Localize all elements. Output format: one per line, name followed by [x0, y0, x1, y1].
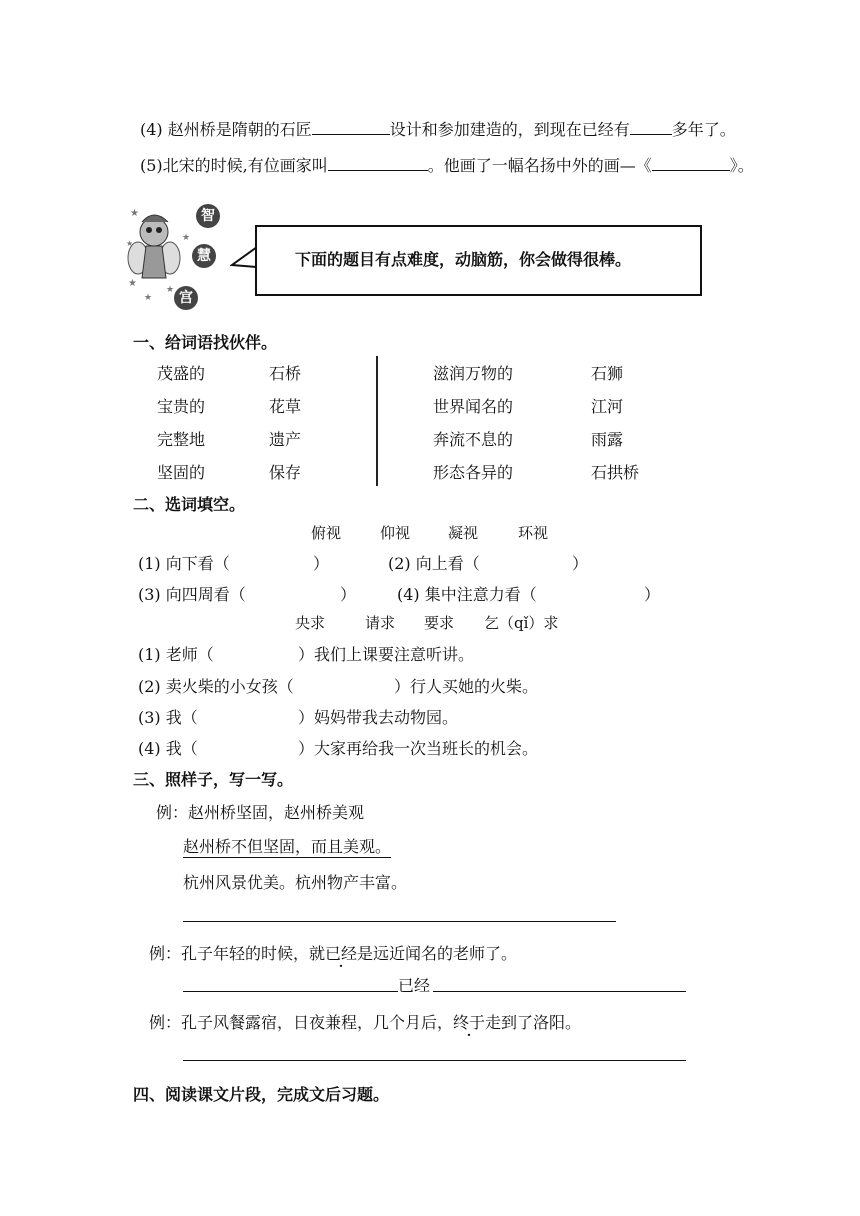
svg-text:★: ★	[126, 239, 134, 248]
fill-question-rest: ）行人买她的火柴。	[394, 677, 539, 696]
word-item[interactable]: 石拱桥	[591, 463, 640, 482]
answer-blank[interactable]	[328, 156, 428, 171]
section-heading: 一、给词语找伙伴。	[133, 333, 278, 352]
svg-text:★: ★	[128, 278, 137, 289]
word-choice: 俯视	[311, 524, 342, 542]
answer-line[interactable]	[183, 921, 616, 922]
example-text: 例：孔子风餐露宿，日夜兼程，几个月后，终于走到了洛阳。	[149, 1013, 582, 1032]
word-item[interactable]: 茂盛的	[157, 364, 206, 383]
close-paren: ）	[340, 585, 357, 604]
fill-question: (4) 集中注意力看（	[397, 585, 537, 604]
exercise-prompt: 杭州风景优美。杭州物产丰富。	[183, 873, 408, 892]
word-choice: 请求	[365, 614, 396, 632]
section-heading: 四、阅读课文片段，完成文后习题。	[133, 1085, 390, 1104]
example-text: 例：孔子年轻的时候，就已经是远近闻名的老师了。	[149, 944, 518, 963]
fill-question-rest: ）我们上课要注意听讲。	[298, 645, 475, 664]
fill-question: (2) 向上看（	[388, 554, 480, 573]
word-item[interactable]: 石桥	[269, 364, 302, 383]
question-4: (4) 赵州桥是隋朝的石匠 设计和参加建造的，到现在已经有 多年了。	[140, 120, 736, 139]
word-item[interactable]: 宝贵的	[157, 397, 206, 416]
word-item[interactable]: 奔流不息的	[433, 430, 514, 449]
fill-question: (4) 我（	[138, 739, 198, 758]
answer-blank[interactable]	[312, 120, 390, 135]
wisdom-char: 慧	[192, 244, 216, 268]
answer-line[interactable]	[183, 991, 398, 992]
word-item[interactable]: 坚固的	[157, 463, 206, 482]
fill-question: (3) 我（	[138, 708, 198, 727]
keyword-label: 已经	[398, 976, 431, 995]
fill-question-rest: ）大家再给我一次当班长的机会。	[298, 739, 539, 758]
answer-line[interactable]	[183, 1060, 686, 1061]
close-paren: ）	[313, 554, 330, 573]
word-item[interactable]: 花草	[269, 397, 302, 416]
wisdom-mascot	[124, 200, 234, 310]
answer-blank[interactable]	[630, 120, 672, 135]
section-heading: 三、照样子，写一写。	[133, 770, 294, 789]
fill-question: (1) 向下看（	[138, 554, 230, 573]
word-item[interactable]: 江河	[591, 397, 624, 416]
word-choice: 仰视	[380, 524, 411, 542]
example-text: 例：赵州桥坚固，赵州桥美观	[156, 803, 365, 822]
svg-text:★: ★	[144, 293, 153, 303]
word-item[interactable]: 滋润万物的	[433, 364, 514, 383]
fill-question: (3) 向四周看（	[138, 585, 246, 604]
word-choice: 乞（qǐ）求	[484, 614, 559, 632]
word-item[interactable]: 完整地	[157, 430, 206, 449]
svg-text:★: ★	[182, 233, 191, 243]
column-divider	[376, 356, 378, 486]
word-item[interactable]: 形态各异的	[433, 463, 514, 482]
close-paren: ）	[644, 585, 661, 604]
bubble-text: 下面的题目有点难度，动脑筋，你会做得很棒。	[295, 250, 632, 269]
speech-bubble	[255, 225, 702, 296]
question-5: (5)北宋的时候,有位画家叫 。他画了一幅名扬中外的画—《 》。	[140, 156, 754, 175]
word-choice: 央求	[295, 614, 326, 632]
word-choice: 要求	[424, 614, 455, 632]
wisdom-char: 智	[196, 204, 220, 228]
close-paren: ）	[572, 554, 589, 573]
section-heading: 二、选词填空。	[133, 495, 246, 514]
word-item[interactable]: 石狮	[591, 364, 624, 383]
wisdom-char: 宫	[174, 286, 198, 310]
svg-text:★: ★	[166, 285, 175, 295]
word-item[interactable]: 雨露	[591, 430, 624, 449]
fill-question: (1) 老师（	[138, 645, 214, 664]
answer-blank[interactable]	[652, 156, 730, 171]
word-choice: 环视	[518, 524, 549, 542]
svg-text:★: ★	[130, 208, 139, 219]
fill-question: (2) 卖火柴的小女孩（	[138, 677, 294, 696]
word-item[interactable]: 遗产	[269, 430, 302, 449]
word-item[interactable]: 保存	[269, 463, 302, 482]
word-item[interactable]: 世界闻名的	[433, 397, 514, 416]
example-answer: 赵州桥不但坚固，而且美观。	[183, 837, 392, 856]
fill-question-rest: ）妈妈带我去动物园。	[298, 708, 459, 727]
word-choice: 凝视	[448, 524, 479, 542]
answer-line[interactable]	[433, 991, 686, 992]
